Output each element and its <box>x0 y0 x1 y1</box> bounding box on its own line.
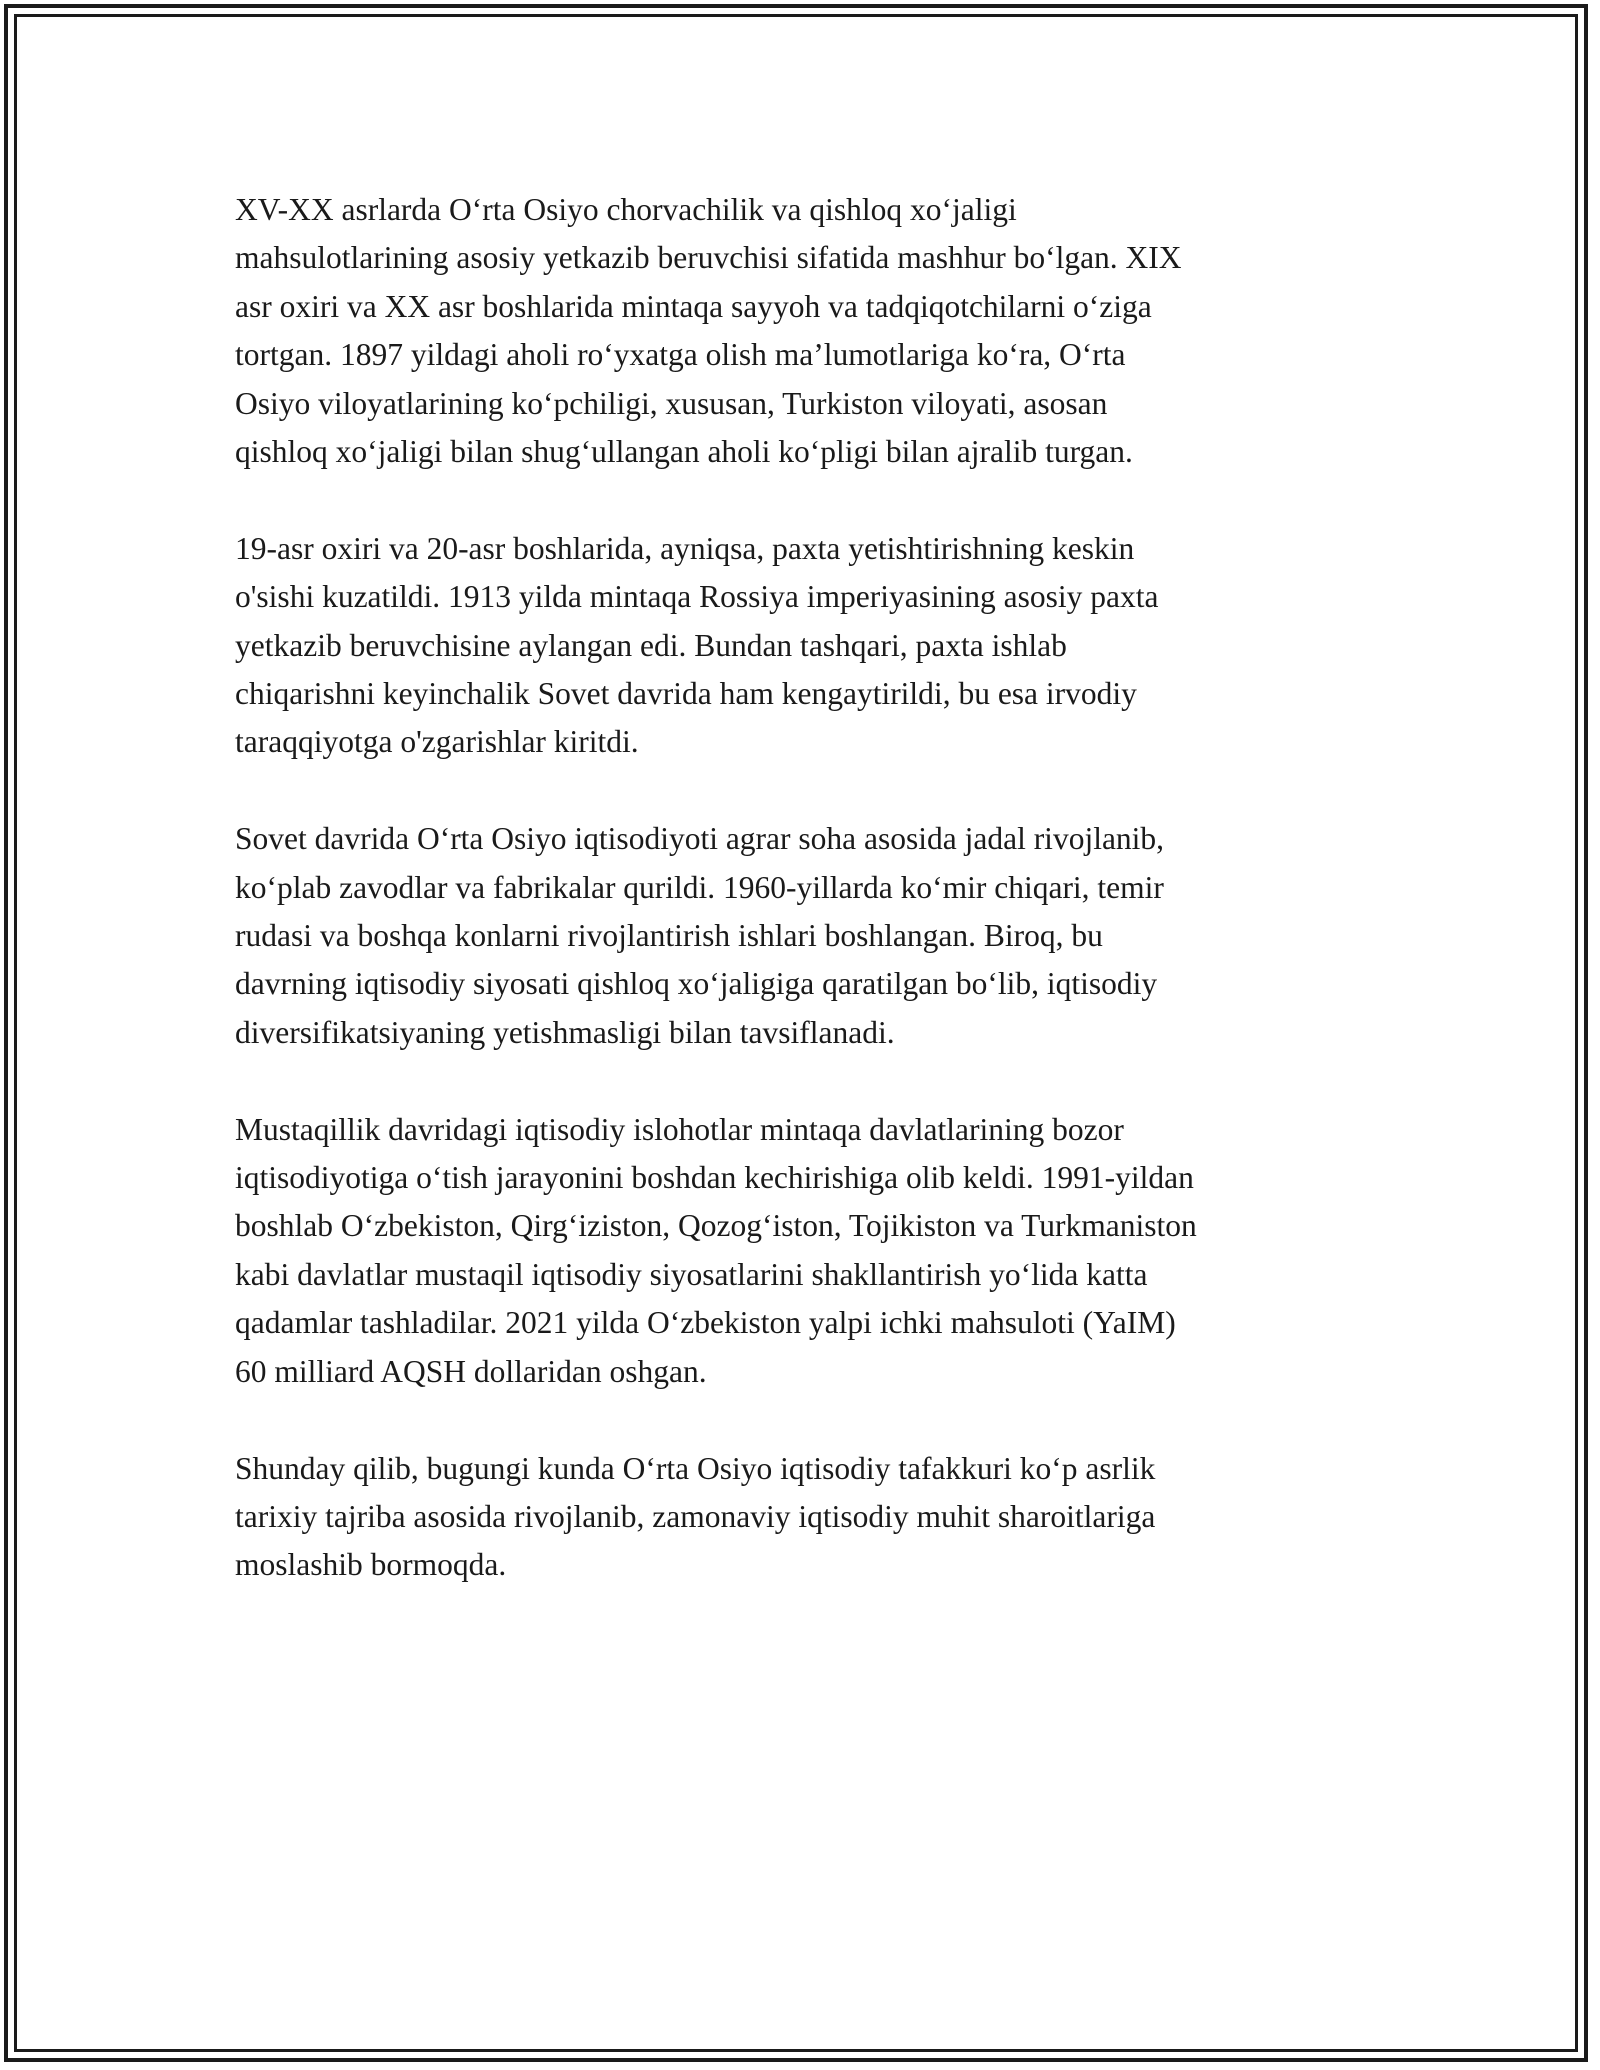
text-line: 19-asr oxiri va 20-asr boshlarida, ayniqsa, paxta yetishtirishning keskin <box>235 530 1135 566</box>
text-line: qishloq xo‘jaligi bilan shug‘ullangan aholi ko‘pligi bilan ajralib turgan. <box>235 434 1133 470</box>
paragraph-3 <box>235 815 1365 1057</box>
text-line: Shunday qilib, bugungi kunda O‘rta Osiyo iqtisodiy tafakkuri ko‘p asrlik <box>235 1450 1156 1486</box>
text-line: tortgan. 1897 yildagi aholi ro‘yxatga olish ma’lumotlariga ko‘ra, O‘rta <box>235 337 1126 373</box>
text-line: boshlab O‘zbekiston, Qirg‘iziston, Qozog‘iston, Tojikiston va Turkmaniston <box>235 1208 1197 1244</box>
text-line: tarixiy tajriba asosida rivojlanib, zamonaviy iqtisodiy muhit sharoitlariga <box>235 1498 1156 1534</box>
text-line: rudasi va boshqa konlarni rivojlantirish ishlari boshlangan. Biroq, bu <box>235 918 1103 954</box>
text-line: kabi davlatlar mustaqil iqtisodiy siyosatlarini shakllantirish yo‘lida katta <box>235 1256 1148 1292</box>
text-line: taraqqiyotga o'zgarishlar kiritdi. <box>235 724 639 760</box>
paragraph-1 <box>235 186 1365 476</box>
paragraph-2 <box>235 525 1365 767</box>
text-line: 60 milliard AQSH dollaridan oshgan. <box>235 1353 707 1389</box>
text-line: asr oxiri va XX asr boshlarida mintaqa sayyoh va tadqiqotchilarni o‘ziga <box>235 288 1152 324</box>
text-line: ko‘plab zavodlar va fabrikalar qurildi. 1960-yillarda ko‘mir chiqari, temir <box>235 869 1164 905</box>
document-body <box>235 186 1365 1638</box>
text-line: Mustaqillik davridagi iqtisodiy islohotlar mintaqa davlatlarining bozor <box>235 1111 1124 1147</box>
text-line: o'sishi kuzatildi. 1913 yilda mintaqa Rossiya imperiyasining asosiy paxta <box>235 579 1159 615</box>
text-line: davrning iqtisodiy siyosati qishloq xo‘jaligiga qaratilgan bo‘lib, iqtisodiy <box>235 966 1158 1002</box>
text-line: Sovet davrida O‘rta Osiyo iqtisodiyoti agrar soha asosida jadal rivojlanib, <box>235 821 1165 857</box>
text-line: mahsulotlarining asosiy yetkazib beruvchisi sifatida mashhur bo‘lgan. XIX <box>235 240 1182 276</box>
paragraph-5 <box>235 1445 1365 1590</box>
paragraph-4 <box>235 1106 1365 1396</box>
text-line: diversifikatsiyaning yetishmasligi bilan tavsiflanadi. <box>235 1014 895 1050</box>
text-line: qadamlar tashladilar. 2021 yilda O‘zbekiston yalpi ichki mahsuloti (YaIM) <box>235 1305 1176 1341</box>
text-line: moslashib bormoqda. <box>235 1547 507 1583</box>
text-line: yetkazib beruvchisine aylangan edi. Bundan tashqari, paxta ishlab <box>235 627 1067 663</box>
text-line: Osiyo viloyatlarining ko‘pchiligi, xususan, Turkiston viloyati, asosan <box>235 385 1108 421</box>
text-line: XV-XX asrlarda O‘rta Osiyo chorvachilik va qishloq xo‘jaligi <box>235 192 1017 227</box>
text-line: iqtisodiyotiga o‘tish jarayonini boshdan kechirishiga olib keldi. 1991-yildan <box>235 1160 1194 1196</box>
text-line: chiqarishni keyinchalik Sovet davrida ham kengaytirildi, bu esa irvodiy <box>235 676 1137 712</box>
